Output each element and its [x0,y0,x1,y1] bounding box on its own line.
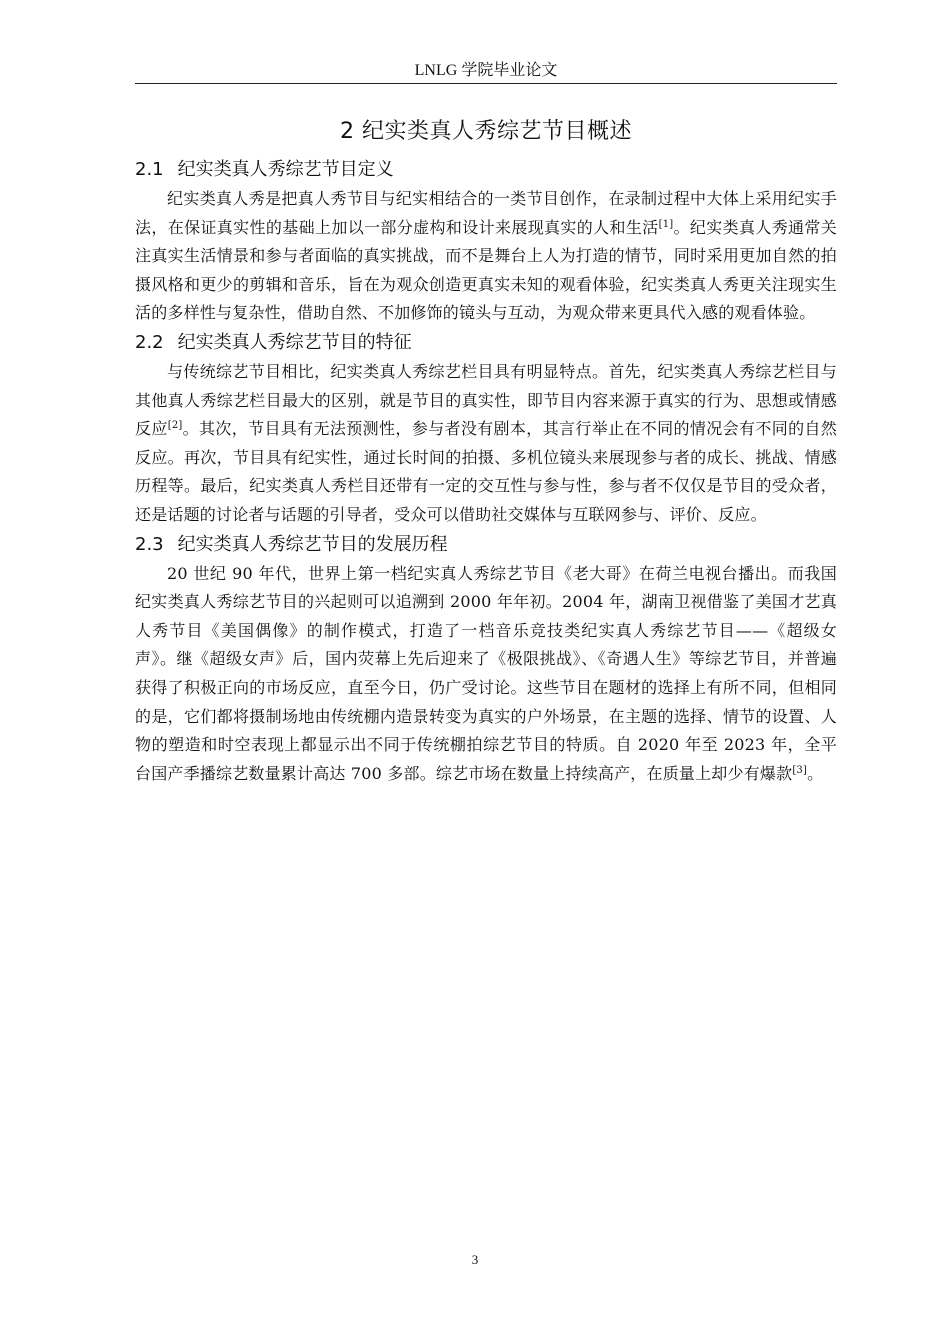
citation-ref[interactable]: [2] [167,420,183,432]
section-heading [135,328,837,358]
section-number: 2.2 [135,331,164,353]
section-heading [135,155,837,185]
paragraph-text: 纪实类真人秀是把真人秀节目与纪实相结合的一类节目创作，在录制过程中大体上采用纪实手法，在保证真实性的基础上加以一部分虚构和设计来展现真实的人和生活 [135,189,837,237]
main-content [135,115,837,788]
citation-ref[interactable]: [1] [658,218,674,230]
section-paragraph [135,358,837,530]
section-title: 纪实类真人秀综艺节目定义 [177,159,394,180]
chapter-title: 2 纪实类真人秀综艺节目概述 [340,119,632,144]
running-header: LNLG 学院毕业论文 [414,62,558,79]
page-number: 3 [471,1252,479,1267]
citation-ref[interactable]: [3] [792,764,808,776]
paragraph-text: 与传统综艺节目相比，纪实类真人秀综艺栏目具有明显特点。首先，纪实类真人秀综艺栏目与其他真人秀综艺栏目最大的区别，就是节目的真实性，即节目内容来源于真实的行为、思想或情感反应 [135,361,837,439]
section-title: 纪实类真人秀综艺节目的特征 [177,331,412,353]
section-number: 2.3 [135,533,164,555]
section-number: 2.1 [135,159,164,180]
section-heading [135,530,837,560]
section-title: 纪实类真人秀综艺节目的发展历程 [177,533,448,555]
section-paragraph [135,560,837,789]
paragraph-text: 。纪实类真人秀通常关注真实生活情景和参与者面临的真实挑战，而不是舞台上人为打造的情节，同时采用更加自然的拍摄风格和更少的剪辑和音乐，旨在为观众创造更真实未知的观看体验，纪实类真人秀更关注现实生活的多样性与复杂性，借助自然、不加修饰的镜头与互动，为观众带来更具代入感的观看体验。 [135,217,837,323]
header-divider [135,83,837,84]
section-paragraph [135,185,837,328]
paragraph-text: 20 世纪 90 年代，世界上第一档纪实真人秀综艺节目《老大哥》在荷兰电视台播出。而我国纪实类真人秀综艺节目的兴起则可以追溯到 2000 年年初。2004 年，湖南卫视借鉴了美国才艺真人秀节目《美国偶像》的制作模式，打造了一档音乐竞技类纪实真人秀综艺节目——《超级女声》。继《超级女声》后，国内荧幕上先后迎来了《极限挑战》、《奇遇人生》等综艺节目，并普遍获得了积极正向的市场反应，直至今日，仍广受讨论。这些节目在题材的选择上有所不同，但相同的是，它们都将摄制场地由传统棚内造景转变为真实的户外场景，在主题的选择、情节的设置、人物的塑造和时空表现上都显示出不同于传统棚拍综艺节目的特质。自 2020 年至 2023 年，全平台国产季播综艺数量累计高达 700 多部。综艺市场在数量上持续高产，在质量上却少有爆款 [135,563,837,783]
paragraph-text: 。其次，节目具有无法预测性，参与者没有剧本，其言行举止在不同的情况会有不同的自然反应。再次，节目具有纪实性，通过长时间的拍摄、多机位镜头来展现参与者的成长、挑战、情感历程等。最后，纪实类真人秀栏目还带有一定的交互性与参与性，参与者不仅仅是节目的受众者，还是话题的讨论者与话题的引导者，受众可以借助社交媒体与互联网参与、评价、反应。 [135,419,837,524]
paragraph-text: 。 [807,763,824,783]
